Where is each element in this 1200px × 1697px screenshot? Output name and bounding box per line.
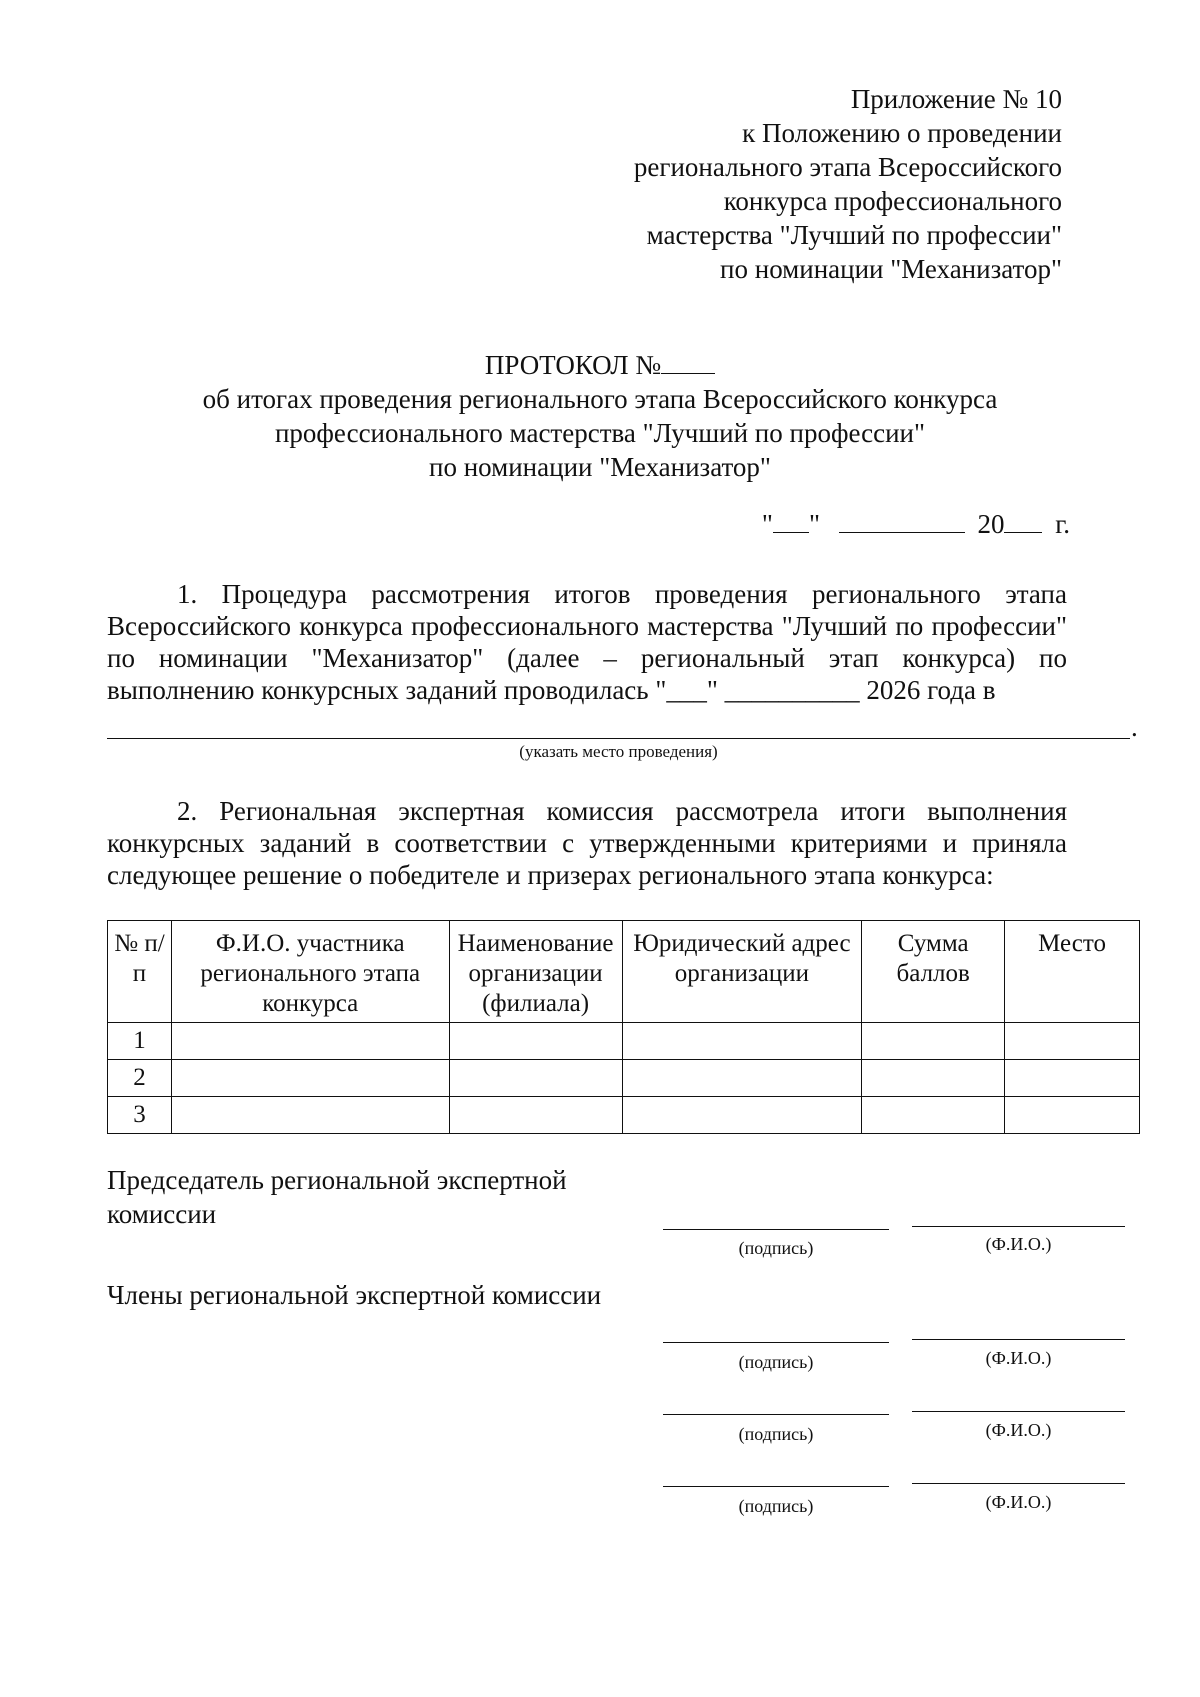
month-blank[interactable] <box>839 508 965 533</box>
name-label: (Ф.И.О.) <box>985 1234 1052 1254</box>
table-cell[interactable] <box>622 1060 862 1097</box>
table-row <box>108 1097 1140 1134</box>
appendix-line: конкурса профессионального <box>723 186 1062 216</box>
member-signature-line[interactable] <box>663 1486 889 1487</box>
signature-label: (подпись) <box>738 1424 814 1444</box>
protocol-title: ПРОТОКОЛ № <box>160 348 1040 382</box>
member-signature-line[interactable] <box>663 1414 889 1415</box>
table-cell[interactable] <box>862 1097 1005 1134</box>
row-number: 2 <box>108 1060 172 1097</box>
table-cell[interactable] <box>1005 1060 1140 1097</box>
chair-signature-line[interactable] <box>663 1229 889 1230</box>
table-cell[interactable] <box>622 1097 862 1134</box>
appendix-line: мастерства "Лучший по профессии" <box>646 220 1062 250</box>
table-cell[interactable] <box>449 1097 622 1134</box>
chair-name-line[interactable] <box>912 1226 1125 1227</box>
protocol-subtitle: профессионального мастерства "Лучший по профессии" <box>274 418 925 448</box>
place-blank-line[interactable] <box>107 738 1130 739</box>
chair-title: Председатель региональной экспертной комиссии <box>107 1165 567 1229</box>
col-header-address: Юридический адрес организации <box>622 921 862 1023</box>
col-header-number: № п/п <box>108 921 172 1023</box>
appendix-number: Приложение № 10 <box>850 84 1062 114</box>
row-number: 3 <box>108 1097 172 1134</box>
table-cell[interactable] <box>862 1060 1005 1097</box>
member-name-line[interactable] <box>912 1411 1125 1412</box>
table-header-row <box>108 921 1140 1023</box>
col-header-place: Место <box>1005 921 1140 1023</box>
appendix-line: по номинации "Механизатор" <box>720 254 1062 284</box>
protocol-subtitle: по номинации "Механизатор" <box>429 452 771 482</box>
table-cell[interactable] <box>171 1060 449 1097</box>
signature-label: (подпись) <box>738 1238 814 1258</box>
name-label: (Ф.И.О.) <box>985 1420 1052 1440</box>
table-cell[interactable] <box>171 1097 449 1134</box>
col-header-organization: Наименование организации (филиала) <box>449 921 622 1023</box>
table-row <box>108 1023 1140 1060</box>
paragraph-2: 2. Региональная экспертная комиссия рассмотрела итоги выполнения конкурсных заданий в соответствии с утвержденными критериями и приняла следующее решение о победителе и призерах регионального этапа конкурса: <box>107 796 1067 890</box>
member-signature-line[interactable] <box>663 1342 889 1343</box>
col-header-participant: Ф.И.О. участника регионального этапа конкурса <box>171 921 449 1023</box>
date-line: " " 20 г. <box>761 509 1070 539</box>
appendix-line: регионального этапа Всероссийского <box>633 152 1062 182</box>
protocol-title-block <box>160 348 1040 484</box>
year-blank[interactable] <box>1004 508 1042 533</box>
member-name-line[interactable] <box>912 1483 1125 1484</box>
table-cell[interactable] <box>171 1023 449 1060</box>
table-row <box>108 1060 1140 1097</box>
place-end-dot: . <box>1131 712 1138 742</box>
results-table <box>107 920 1140 1134</box>
table-cell[interactable] <box>449 1023 622 1060</box>
place-hint: (указать место проведения) <box>519 742 718 761</box>
members-title: Члены региональной экспертной комиссии <box>107 1280 602 1310</box>
table-cell[interactable] <box>449 1060 622 1097</box>
name-label: (Ф.И.О.) <box>985 1348 1052 1368</box>
appendix-header <box>502 82 1062 286</box>
row-number: 1 <box>108 1023 172 1060</box>
table-cell[interactable] <box>1005 1097 1140 1134</box>
name-label: (Ф.И.О.) <box>985 1492 1052 1512</box>
signature-label: (подпись) <box>738 1496 814 1516</box>
table-cell[interactable] <box>1005 1023 1140 1060</box>
protocol-number-blank[interactable] <box>661 349 715 374</box>
protocol-subtitle: об итогах проведения регионального этапа Всероссийского конкурса <box>202 384 998 414</box>
appendix-line: к Положению о проведении <box>742 118 1062 148</box>
day-blank[interactable] <box>773 508 809 533</box>
table-cell[interactable] <box>862 1023 1005 1060</box>
paragraph-1: 1. Процедура рассмотрения итогов проведения регионального этапа Всероссийского конкурса профессионального мастерства "Лучший по профессии" по номинации "Механизатор" (далее – региональный этап конкурса) по выполнению конкурсных заданий проводилась "___" __________ 2026 года в <box>107 579 1067 705</box>
signature-label: (подпись) <box>738 1352 814 1372</box>
col-header-score: Сумма баллов <box>862 921 1005 1023</box>
member-name-line[interactable] <box>912 1339 1125 1340</box>
table-cell[interactable] <box>622 1023 862 1060</box>
